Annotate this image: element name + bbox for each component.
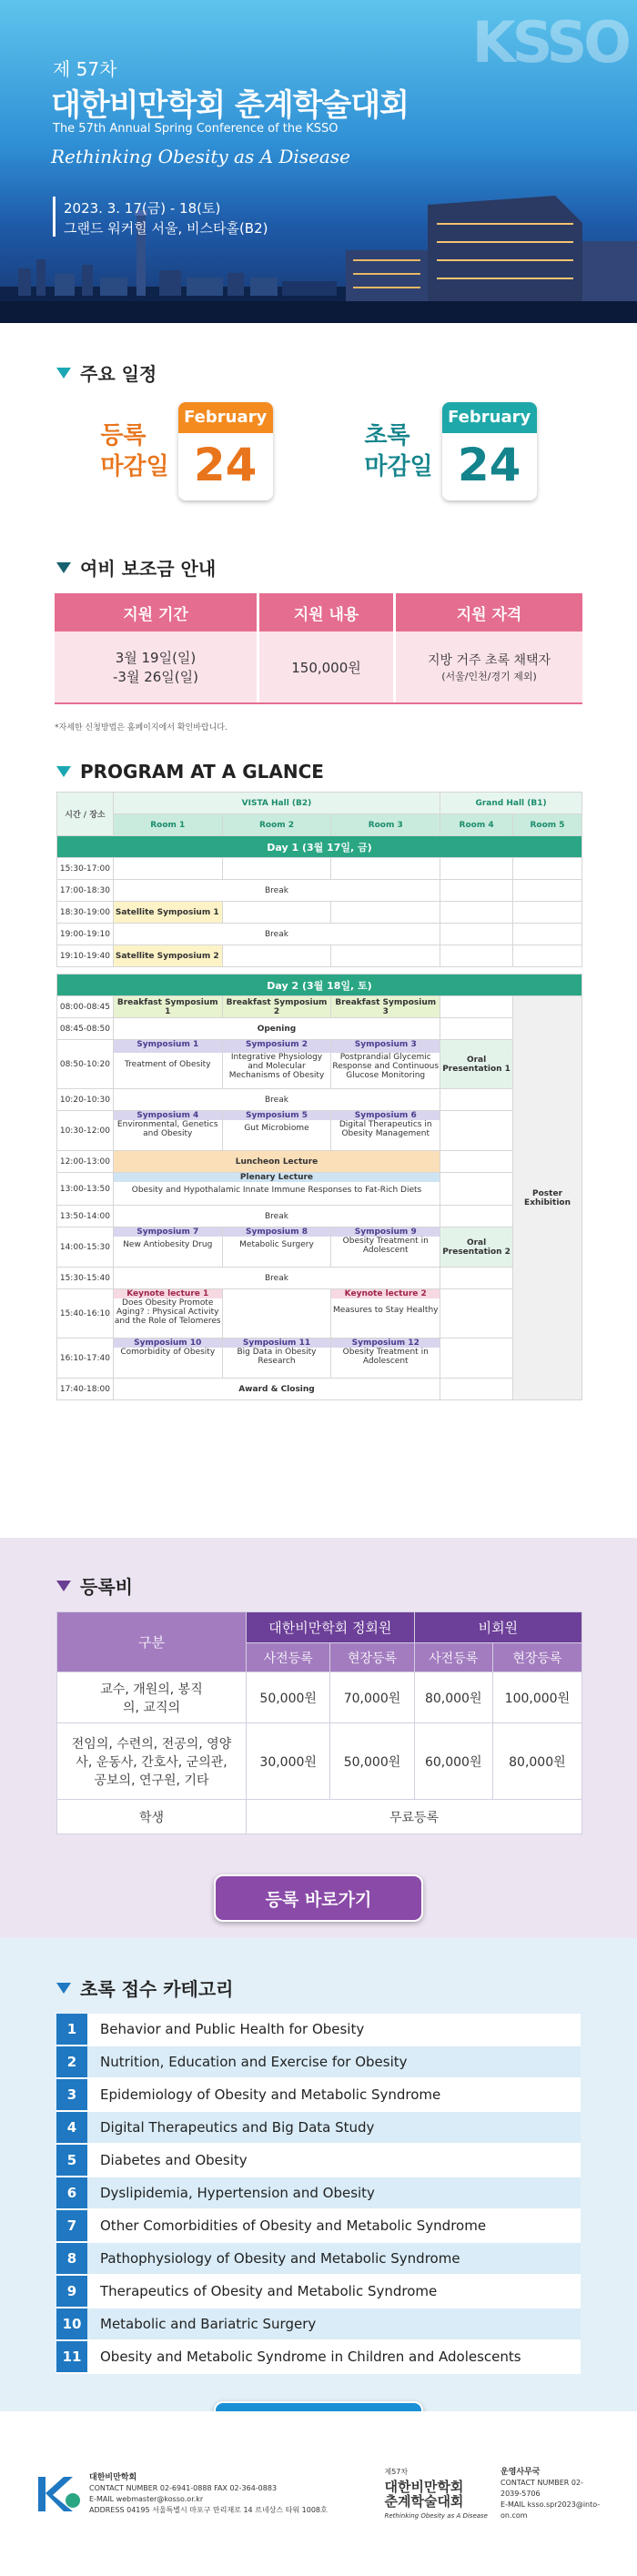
day2-header: Day 2 (3월 18일, 토) — [57, 975, 582, 996]
category-number: 10 — [56, 2308, 87, 2339]
subsidy-section — [0, 541, 637, 737]
category-label: Nutrition, Education and Exercise for Obesity — [100, 2054, 408, 2070]
category-item — [56, 2177, 581, 2210]
category-number: 7 — [56, 2210, 87, 2241]
calendar-icon: February 24 — [442, 402, 537, 500]
ksso-logo-watermark: KSSO — [471, 9, 628, 76]
conference-title: 대한비만학회 춘계학술대회 — [51, 87, 409, 124]
registration-deadline: 등록 마감일 February 24 — [100, 402, 272, 500]
category-label: Other Comorbidities of Obesity and Metabolic Syndrome — [100, 2217, 487, 2234]
category-number: 9 — [56, 2276, 87, 2307]
category-number: 5 — [56, 2145, 87, 2176]
category-item — [56, 2341, 581, 2374]
category-item — [56, 2145, 581, 2177]
categories-section — [0, 1938, 637, 2437]
category-item — [56, 2046, 581, 2079]
date-bracket — [53, 197, 56, 237]
hero-banner — [0, 0, 637, 323]
category-label: Behavior and Public Health for Obesity — [100, 2021, 365, 2037]
program-section — [0, 737, 637, 1538]
category-number: 4 — [56, 2112, 87, 2143]
category-number: 2 — [56, 2046, 87, 2077]
category-item — [56, 2276, 581, 2308]
category-label: Pathophysiology of Obesity and Metabolic Syndrome — [100, 2250, 460, 2267]
submit-abstract-button[interactable]: 초록제출 바로가기 — [214, 2401, 423, 2449]
category-number: 1 — [56, 2014, 87, 2045]
category-number: 8 — [56, 2243, 87, 2274]
category-label: Dyslipidemia, Hypertension and Obesity — [100, 2185, 375, 2201]
schedule-section — [0, 323, 637, 541]
program-table: 시간 / 장소 VISTA Hall (B2) Grand Hall (B1) Room 1 Room 2 Room 3 Room 4 Room 5 Day 1 (3월 17일, 금) 15:30-17:00 17:00-18:30 Break 18:30-19:00 Satellite Symposium 1 19:00-19:10 Break 19:10-19:40 Satellite Symposium 2 Day 2 (3월 18일, 토) 08:00-08:45 Breakfast Symposium 1 Breakfast Symposium 2 Breakfast Symposium 3 Poster Exhibition 08:45-08:50 Opening 08:50-10:20 Symposium 1 Treatment of Obesity Symposium 2 Integrative Physiology and Molecular Mechanisms of Obesity Symposium 3 Postprandial Glycemic Response and Continuous Glucose Monitoring Oral Presentation 1 10:20-10:30 Break 10:30-12:00 Symposium 4 Environmental, Genetics and Obesity Symposium 5 Gut Microbiome Symposium 6 Digital Therapeutics in Obesity Management 12:00-13:00 Luncheon Lecture 13:00-13:50 Plenary Lecture Obesity and Hypothalamic Innate Immune Responses to Fat-Rich Diets 13:50-14:00 Break 14:00-15:30 Symposium 7 New Antiobesity Drug Symposium 8 Metabolic Surgery Symposium 9 Obesity Treatment in Adolescent Oral Presentation 2 15:30-15:40 Break 15:40-16:10 Keynote lecture 1 Does Obesity Promote Aging? : Physical Activity and the Role of Telomeres Keynote lecture 2 Measures to Stay Healthy 16:10-17:40 Symposium 10 Comorbidity of Obesity Symposium 11 Big Data in Obesity Research Symposium 12 Obesity Treatment in Adolescent 17:40-18:00 Award & Closing — [56, 792, 582, 1400]
conference-date: 2023. 3. 17(금) - 18(토) — [64, 200, 221, 217]
category-label: Therapeutics of Obesity and Metabolic Syndrome — [100, 2283, 438, 2299]
register-button[interactable]: 등록 바로가기 — [214, 1874, 423, 1922]
category-label: Diabetes and Obesity — [100, 2152, 248, 2168]
categories-title: 초록 접수 카테고리 — [0, 1975, 637, 2001]
footer: 대한비만학회 CONTACT NUMBER 02-6941-0888 FAX 02-364-0883 E-MAIL webmaster@kosso.or.kr ADDRESS 04195 서울특별시 마포구 만리재로 14 르네상스 타워 1008호 제57차 대한비만학회 춘계학술대회 Rethinking Obesity as A Disease 운영사무국 CONTACT NUMBER 02-2039-5706 E-MAIL ksso.spr2023@into-on.com — [0, 2411, 637, 2576]
category-number: 6 — [56, 2177, 87, 2208]
registration-fee-table: 구분 대한비만학회 정회원 비회원 사전등록 현장등록 사전등록 현장등록 교수, 개원의, 봉직의, 교직의 50,000원 70,000원 80,000원 100,000원 전임의, 수련의, 전공의, 영양사, 운동사, 간호사, 군의관, 공보의, 연구원, 기타 30,000원 50,000원 60,000원 80,000원 학생 무료등록 — [56, 1611, 582, 1834]
category-item — [56, 2210, 581, 2243]
triangle-icon — [56, 766, 71, 777]
schedule-title: 주요 일정 — [0, 359, 637, 386]
category-number: 11 — [56, 2341, 87, 2372]
category-item — [56, 2308, 581, 2341]
conference-theme: Rethinking Obesity as A Disease — [51, 146, 350, 167]
calendar-icon: February 24 — [178, 402, 273, 500]
ksso-logo-icon — [36, 2473, 82, 2515]
category-list — [56, 2014, 581, 2374]
conference-english-title: The 57th Annual Spring Conference of the KSSO — [53, 122, 339, 136]
triangle-icon — [56, 1983, 71, 1994]
conference-venue: 그랜드 워커힐 서울, 비스타홀(B2) — [64, 220, 268, 237]
category-label: Digital Therapeutics and Big Data Study — [100, 2119, 375, 2136]
category-item — [56, 2243, 581, 2276]
category-label: Epidemiology of Obesity and Metabolic Syndrome — [100, 2086, 441, 2103]
category-item — [56, 2112, 581, 2145]
conference-edition: 제 57차 — [53, 58, 117, 80]
triangle-icon — [56, 368, 71, 379]
category-label: Metabolic and Bariatric Surgery — [100, 2316, 317, 2332]
abstract-deadline: 초록 마감일 February 24 — [364, 402, 536, 500]
triangle-icon — [56, 562, 71, 573]
registration-section — [0, 1538, 637, 1938]
category-number: 3 — [56, 2079, 87, 2110]
registration-title: 등록비 — [0, 1572, 637, 1599]
program-title: PROGRAM AT A GLANCE — [0, 761, 637, 783]
category-item — [56, 2014, 581, 2046]
category-item — [56, 2079, 581, 2112]
category-label: Obesity and Metabolic Syndrome in Children and Adolescents — [100, 2349, 521, 2365]
subsidy-title: 여비 보조금 안내 — [0, 554, 637, 581]
triangle-icon — [56, 1581, 71, 1591]
subsidy-table: 지원 기간 지원 내용 지원 자격 3월 19일(일) -3월 26일(일) 150,000원 지방 거주 초록 채택자 (서울/인천/경기 제외) *자세한 신청방법은 홈페이지에서 확인바랍니다. — [55, 593, 582, 732]
conference-footer-logo: 제57차 대한비만학회 춘계학술대회 Rethinking Obesity as A Disease — [384, 2467, 488, 2520]
day1-header: Day 1 (3월 17일, 금) — [57, 836, 582, 858]
